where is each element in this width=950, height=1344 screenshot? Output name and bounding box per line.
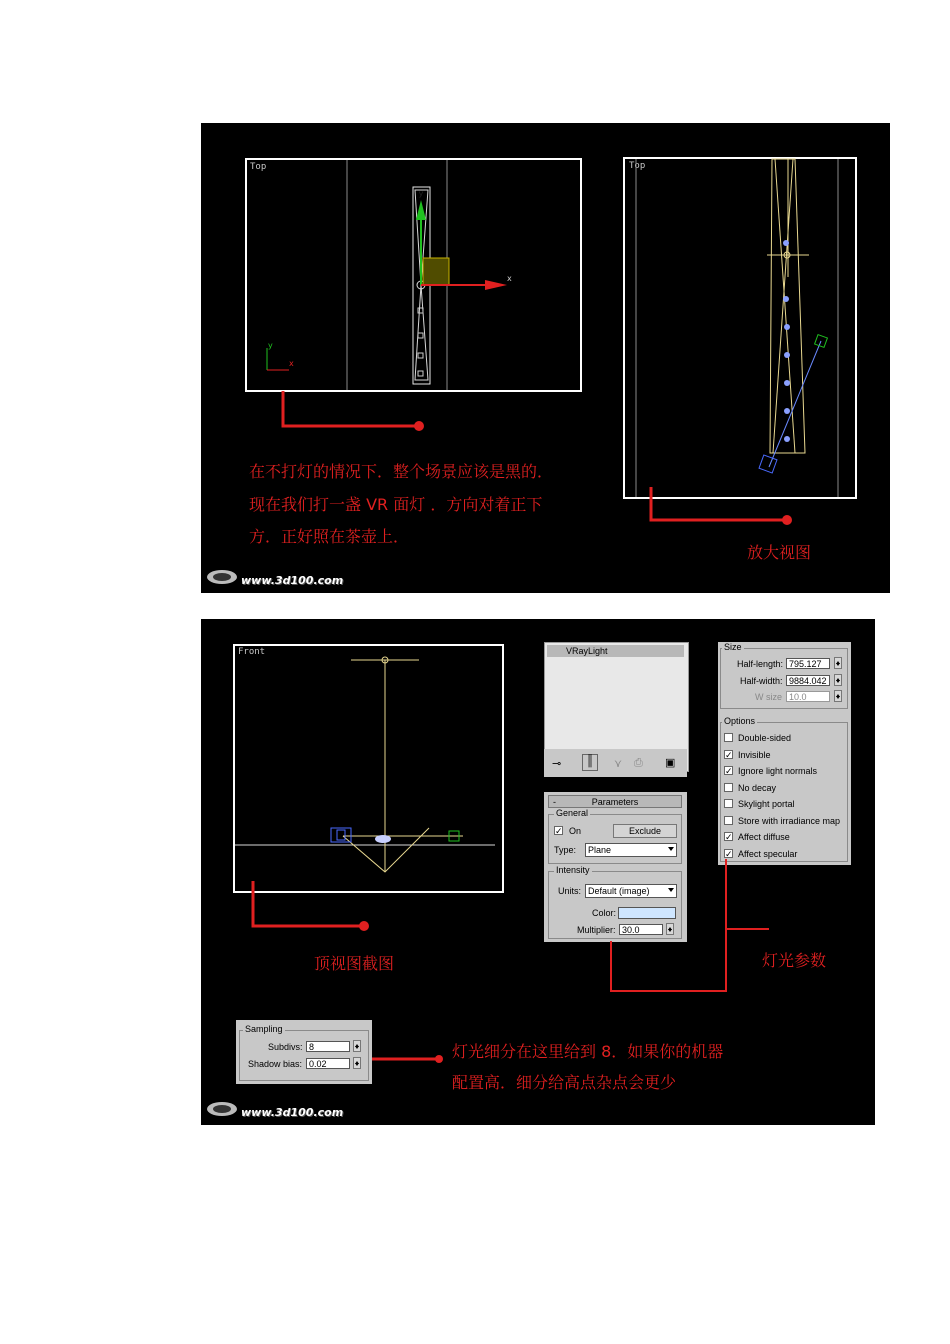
sampling-group-label: Sampling xyxy=(245,1024,283,1034)
half-length-field[interactable]: 795.127 xyxy=(786,658,830,669)
caption-line-2: 现在我们打一盏 VR 面灯 ．方向对着正下 xyxy=(249,495,543,514)
site-logo: www.3d100.com xyxy=(241,1106,344,1119)
invisible-checkbox[interactable]: ✓ xyxy=(725,750,733,760)
type-label: Type: xyxy=(554,845,577,855)
parameters-rollout-title: Parameters xyxy=(591,797,639,807)
top-screenshot-panel xyxy=(201,123,890,593)
ignore-light-normals-checkbox[interactable]: ✓ xyxy=(725,766,733,776)
units-dropdown-value: Default (image) xyxy=(588,886,650,896)
type-dropdown-value: Plane xyxy=(588,845,612,855)
half-length-label: Half-length: xyxy=(737,659,784,669)
bottom-screenshot-panel xyxy=(201,619,875,1125)
corner-axis-y-label: y xyxy=(268,341,273,350)
logo-icon xyxy=(205,566,239,588)
double-sided-label: Double-sided xyxy=(738,733,792,743)
affect-specular-label: Affect specular xyxy=(738,849,798,859)
units-label: Units: xyxy=(558,886,582,896)
rollout-collapse-toggle[interactable]: - xyxy=(553,797,556,807)
subdiv-caption-line-2: 配置高．细分给高点杂点会更少 xyxy=(452,1073,677,1092)
caption-line-1: 在不打灯的情况下．整个场景应该是黑的． xyxy=(249,462,554,481)
options-group-label: Options xyxy=(724,716,756,726)
color-label: Color: xyxy=(592,908,617,918)
multiplier-field[interactable]: 30.0 xyxy=(619,924,663,935)
size-group-label: Size xyxy=(724,642,742,652)
w-size-label: W size xyxy=(755,692,782,702)
viewport-label: Front xyxy=(238,647,266,657)
shadow-bias-label: Shadow bias: xyxy=(248,1059,303,1069)
svg-text:x: x xyxy=(507,274,512,283)
light-params-caption: 灯光参数 xyxy=(762,951,827,970)
store-with-irradiance-map-label: Store with irradiance map xyxy=(738,816,841,826)
exclude-button[interactable]: Exclude xyxy=(613,824,677,838)
caption-line-3: 方．正好照在茶壶上． xyxy=(249,527,410,546)
zoom-caption: 放大视图 xyxy=(747,543,812,562)
shadow-bias-field[interactable]: 0.02 xyxy=(306,1058,350,1069)
show-end-result-icon[interactable]: ║ xyxy=(582,754,598,771)
invisible-label: Invisible xyxy=(738,750,771,760)
subdivs-label: Subdivs: xyxy=(268,1042,303,1052)
subdiv-caption-line-1: 灯光细分在这里给到 8．如果你的机器 xyxy=(452,1042,724,1061)
pin-stack-icon[interactable]: ⊸ xyxy=(552,758,562,770)
on-checkbox[interactable]: ✓ xyxy=(555,826,563,836)
general-group-label: General xyxy=(556,808,589,818)
w-size-field[interactable]: 10.0 xyxy=(786,691,830,702)
viewport-label: Top xyxy=(629,161,646,171)
site-logo: www.3d100.com xyxy=(241,574,344,587)
intensity-group-label: Intensity xyxy=(556,865,590,875)
affect-diffuse-checkbox[interactable]: ✓ xyxy=(725,832,733,842)
on-label: On xyxy=(569,826,582,836)
half-width-label: Half-width: xyxy=(740,676,783,686)
svg-text:y: y xyxy=(418,189,424,198)
half-width-field[interactable]: 9884.042 xyxy=(786,675,830,686)
skylight-portal-label: Skylight portal xyxy=(738,799,795,809)
logo-icon xyxy=(205,1098,239,1120)
subdivs-field[interactable]: 8 xyxy=(306,1041,350,1052)
affect-specular-checkbox[interactable]: ✓ xyxy=(725,849,733,859)
vraylight-title: VRayLight xyxy=(566,646,608,656)
make-unique-icon[interactable]: ⋎ xyxy=(614,758,623,770)
annotation-leader-lines xyxy=(201,123,890,593)
remove-modifier-icon[interactable]: ⎙ xyxy=(634,757,643,769)
ignore-light-normals-label: Ignore light normals xyxy=(738,766,818,776)
viewport-label: Top xyxy=(250,162,267,172)
no-decay-label: No decay xyxy=(738,783,777,793)
corner-axis-x-label: x xyxy=(289,359,294,368)
configure-modifier-sets-icon[interactable]: ▣ xyxy=(665,757,676,769)
affect-diffuse-label: Affect diffuse xyxy=(738,832,790,842)
front-caption: 顶视图截图 xyxy=(314,954,395,973)
multiplier-label: Multiplier: xyxy=(577,925,616,935)
